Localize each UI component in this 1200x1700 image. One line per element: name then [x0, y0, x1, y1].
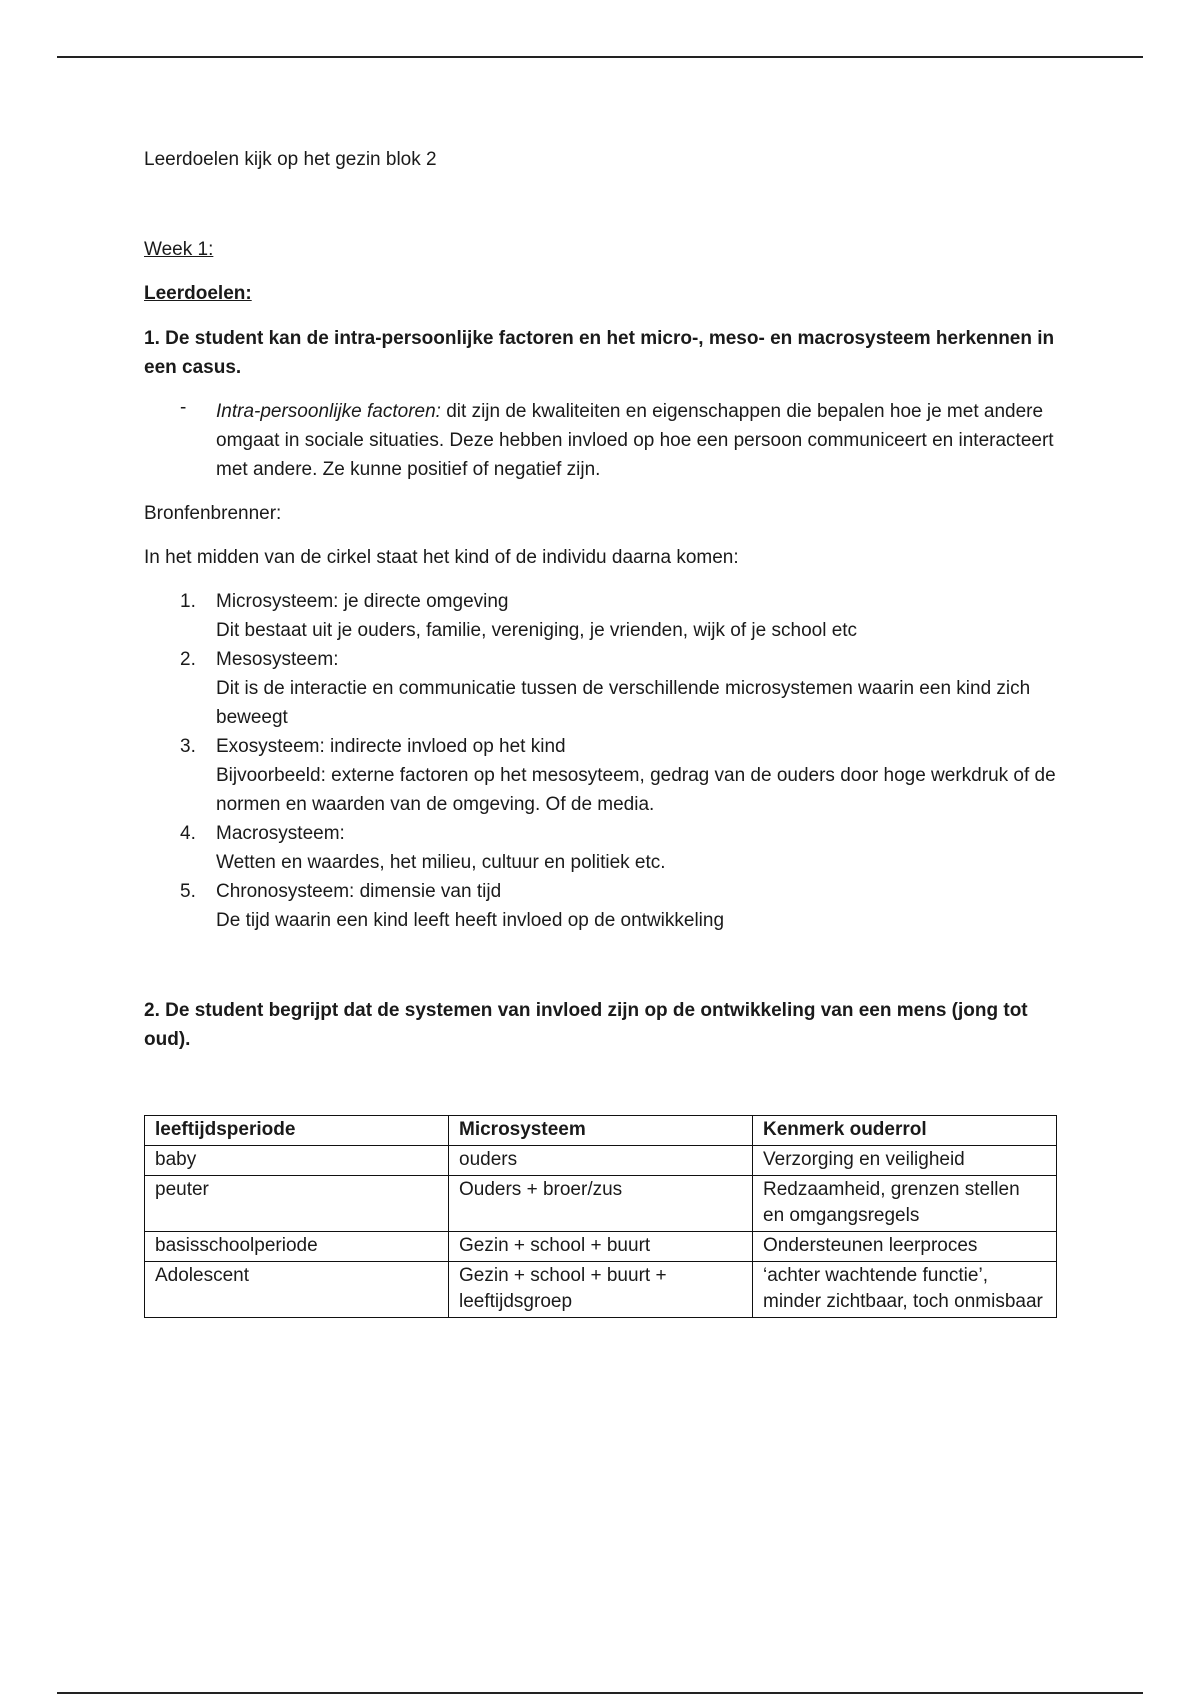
document-title: Leerdoelen kijk op het gezin blok 2: [144, 149, 437, 170]
objective-1: 1. De student kan de intra-persoonlijke factoren en het micro-, meso- en macrosysteem herkennen in een casus.: [144, 328, 1055, 378]
system-description: Wetten en waardes, het milieu, cultuur en politiek etc.: [216, 852, 666, 873]
table-row: [145, 1146, 1057, 1176]
table-cell: Adolescent: [145, 1262, 449, 1318]
goals-heading: Leerdoelen:: [144, 283, 252, 304]
footer-rule: [57, 1692, 1143, 1694]
system-description: Bijvoorbeeld: externe factoren op het mesosyteem, gedrag van de ouders door hoge werkdruk of de normen en waarden van de omgeving. Of de media.: [216, 765, 1056, 815]
list-item: [144, 587, 1064, 645]
table-cell: Gezin + school + buurt: [449, 1232, 753, 1262]
table-row: [145, 1232, 1057, 1262]
system-heading: Macrosysteem:: [216, 823, 345, 844]
systems-list: [144, 587, 1064, 935]
column-header: Microsysteem: [449, 1116, 753, 1146]
bullet-item: [144, 397, 1064, 484]
table-cell: Gezin + school + buurt + leeftijdsgroep: [449, 1262, 753, 1318]
bullet-text: [216, 397, 1064, 484]
list-number: 3.: [180, 736, 196, 757]
system-description: De tijd waarin een kind leeft heeft invloed op de ontwikkeling: [216, 910, 725, 931]
column-header: Kenmerk ouderrol: [753, 1116, 1057, 1146]
table-cell: Redzaamheid, grenzen stellen en omgangsregels: [753, 1176, 1057, 1232]
list-item: [144, 732, 1064, 819]
bullet-description: dit zijn de kwaliteiten en eigenschappen die bepalen hoe je met andere omgaat in sociale situaties. Deze hebben invloed op hoe een persoon communiceert en interacteert met andere. Ze kunne positief of negatief zijn.: [216, 401, 1054, 480]
age-period-table: [144, 1115, 1057, 1318]
table-row: [145, 1176, 1057, 1232]
document-body: [144, 145, 1064, 1318]
table-cell: basisschoolperiode: [145, 1232, 449, 1262]
intro-text: In het midden van de cirkel staat het kind of de individu daarna komen:: [144, 547, 739, 568]
list-item: [144, 645, 1064, 732]
system-heading: Chronosysteem: dimensie van tijd: [216, 881, 502, 902]
header-rule: [57, 56, 1143, 58]
list-number: 1.: [180, 591, 196, 612]
list-item: [144, 877, 1064, 935]
list-number: 5.: [180, 881, 196, 902]
list-number: 4.: [180, 823, 196, 844]
table-cell: Ondersteunen leerproces: [753, 1232, 1057, 1262]
bullet-term: Intra-persoonlijke factoren:: [216, 401, 441, 422]
week-heading: Week 1:: [144, 239, 214, 260]
objective-2: 2. De student begrijpt dat de systemen van invloed zijn op de ontwikkeling van een mens (jong tot oud).: [144, 1000, 1028, 1050]
table-row: [145, 1262, 1057, 1318]
bronfenbrenner-label: Bronfenbrenner:: [144, 503, 282, 524]
table-cell: baby: [145, 1146, 449, 1176]
list-item: [144, 819, 1064, 877]
table-cell: ‘achter wachtende functie’, minder zichtbaar, toch onmisbaar: [753, 1262, 1057, 1318]
list-number: 2.: [180, 649, 196, 670]
bullet-dash: -: [180, 397, 187, 418]
table-cell: Ouders + broer/zus: [449, 1176, 753, 1232]
system-description: Dit is de interactie en communicatie tussen de verschillende microsystemen waarin een kind zich beweegt: [216, 678, 1031, 728]
system-heading: Mesosysteem:: [216, 649, 339, 670]
table-header-row: [145, 1116, 1057, 1146]
system-heading: Microsysteem: je directe omgeving: [216, 591, 509, 612]
column-header: leeftijdsperiode: [145, 1116, 449, 1146]
system-heading: Exosysteem: indirecte invloed op het kind: [216, 736, 566, 757]
table-cell: ouders: [449, 1146, 753, 1176]
system-description: Dit bestaat uit je ouders, familie, vereniging, je vrienden, wijk of je school etc: [216, 620, 858, 641]
table-cell: peuter: [145, 1176, 449, 1232]
table-cell: Verzorging en veiligheid: [753, 1146, 1057, 1176]
